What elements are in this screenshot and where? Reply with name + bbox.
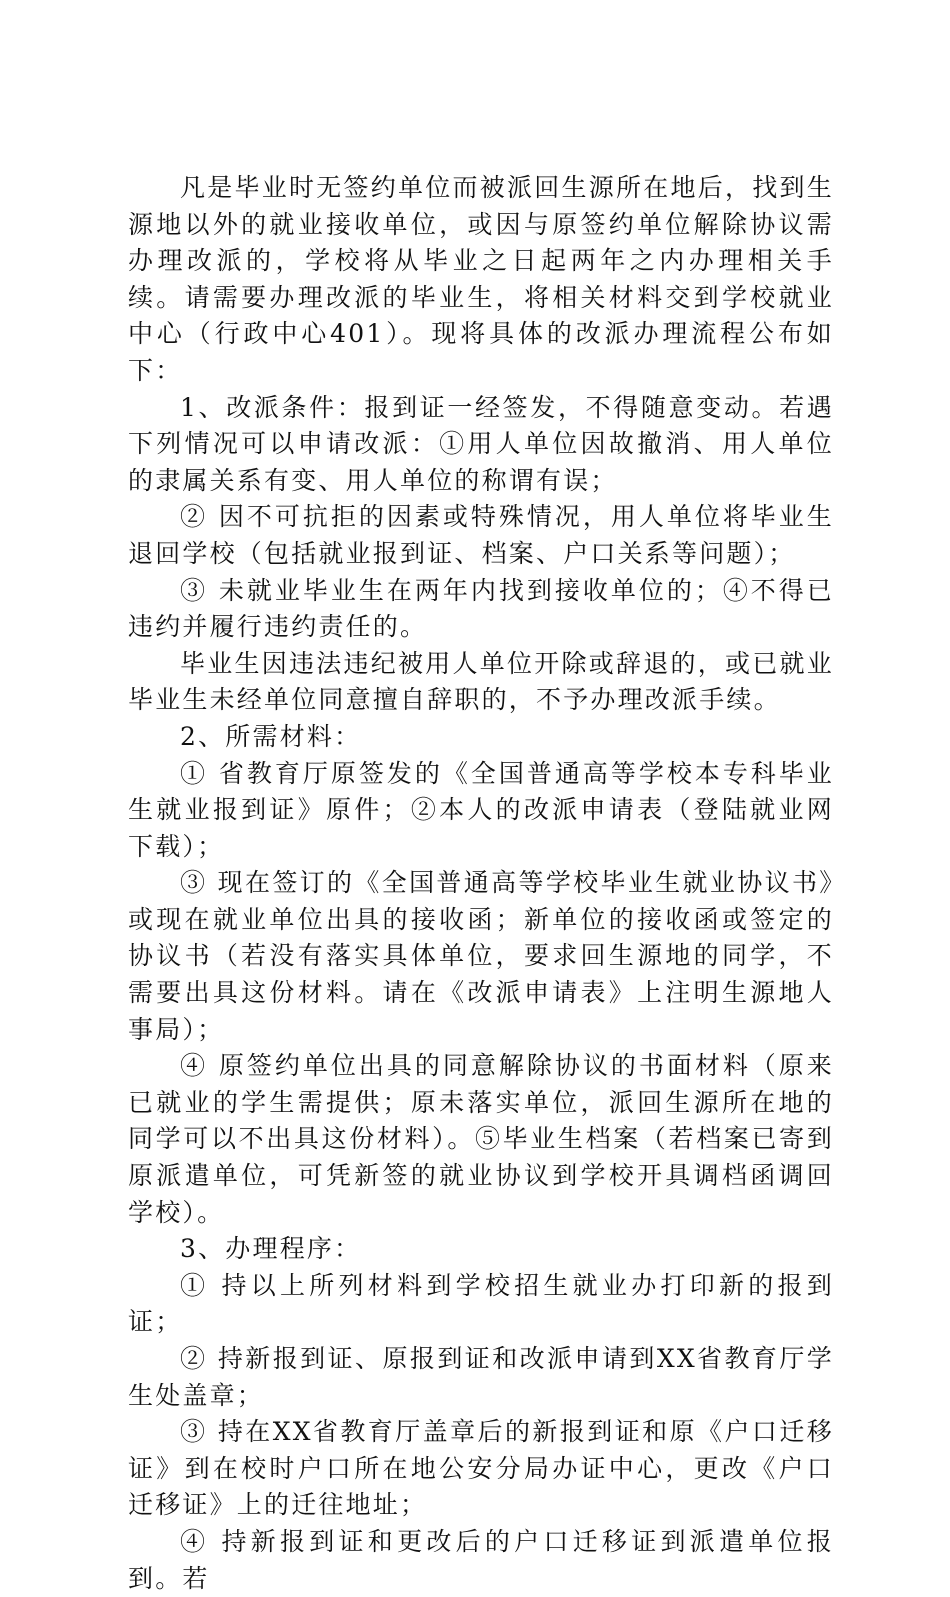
paragraph-condition-2: ② 因不可抗拒的因素或特殊情况，用人单位将毕业生退回学校（包括就业报到证、档案、户口关系等问题）；: [128, 502, 834, 568]
paragraph-procedure-1: ① 持以上所列材料到学校招生就业办打印新的报到证；: [128, 1270, 834, 1337]
paragraph-intro: 凡是毕业时无签约单位而被派回生源所在地后，找到生源地以外的就业接收单位，或因与原签约单位解除协议需办理改派的，学校将从毕业之日起两年之内办理相关手续。请需要办理改派的毕业生，将相关材料交到学校就业中心（行政中心401）。现将具体的改派办理流程公布如下：: [128, 173, 834, 385]
paragraph-material-4-5: ④ 原签约单位出具的同意解除协议的书面材料（原来已就业的学生需提供；原未落实单位，派回生源所在地的同学可以不出具这份材料）。⑤毕业生档案（若档案已寄到原派遣单位，可凭新签的就业协议到学校开具调档函调回学校）。: [128, 1051, 834, 1227]
paragraph-material-1-2: ① 省教育厅原签发的《全国普通高等学校本专科毕业生就业报到证》原件；②本人的改派申请表（登陆就业网下载）；: [128, 758, 834, 861]
document-body: [128, 170, 834, 1597]
paragraph-materials-heading: 2、所需材料：: [180, 721, 362, 751]
paragraph-procedure-heading: 3、办理程序：: [180, 1234, 362, 1264]
paragraph-procedure-3: ③ 持在XX省教育厅盖章后的新报到证和原《户口迁移证》到在校时户口所在地公安分局办证中心，更改《户口迁移证》上的迁往地址；: [128, 1417, 834, 1520]
paragraph-conditions: 1、改派条件：报到证一经签发，不得随意变动。若遇下列情况可以申请改派：①用人单位因故撤消、用人单位的隶属关系有变、用人单位的称谓有误；: [128, 392, 834, 495]
paragraph-procedure-2: ② 持新报到证、原报到证和改派申请到XX省教育厅学生处盖章；: [128, 1344, 834, 1410]
paragraph-exclusion: 毕业生因违法违纪被用人单位开除或辞退的，或已就业毕业生未经单位同意擅自辞职的，不予办理改派手续。: [128, 648, 834, 715]
paragraph-condition-3-4: ③ 未就业毕业生在两年内找到接收单位的；④不得已违约并履行违约责任的。: [128, 575, 834, 642]
paragraph-procedure-4: ④ 持新报到证和更改后的户口迁移证到派遣单位报到。若: [128, 1526, 834, 1593]
paragraph-material-3: ③ 现在签订的《全国普通高等学校毕业生就业协议书》或现在就业单位出具的接收函；新单位的接收函或签定的协议书（若没有落实具体单位，要求回生源地的同学，不需要出具这份材料。请在《改派申请表》上注明生源地人事局）；: [128, 868, 834, 1044]
